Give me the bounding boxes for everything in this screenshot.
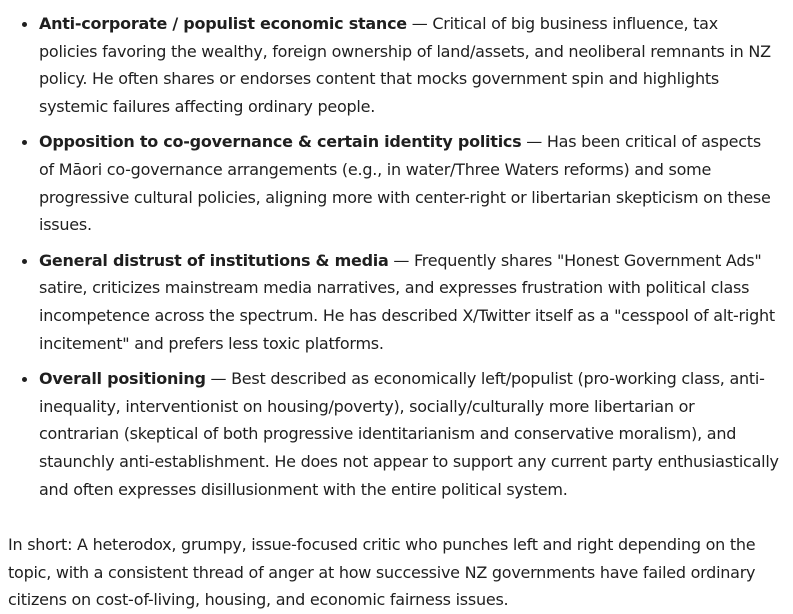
bullet-item-institutions-media (39, 247, 779, 357)
bullet-term: General distrust of institutions & media (39, 250, 389, 270)
bullet-description: — Frequently shares "Honest Government Ads" satire, criticizes mainstream media narratives, and expresses frustration with political class incompetence across the spectrum. He has described X/Twitter itself as a "cesspool of alt-right incitement" and prefers less toxic platforms. (39, 250, 775, 353)
bullet-item-overall-positioning (39, 365, 779, 503)
summary-paragraph: In short: A heterodox, grumpy, issue-focused critic who punches left and right depending on the topic, with a consistent thread of anger at how successive NZ governments have failed ordinary citizens on cost-of-living, housing, and economic fairness issues. (8, 535, 756, 610)
bullet-description: — Best described as economically left/populist (pro-working class, anti-inequality, interventionist on housing/poverty), socially/culturally more libertarian or contrarian (skeptical of both progressive identitarianism and conservative moralism), and staunchly anti-establishment. He does not appear to support any current party enthusiastically and often expresses disillusionment with the entire political system. (39, 369, 779, 499)
positions-bullet-list (8, 10, 779, 503)
bullet-description: — Has been critical of aspects of Māori co-governance arrangements (e.g., in water/Three Waters reforms) and some progressive cultural policies, aligning more with center-right or libertarian skepticism on these issues. (39, 132, 771, 235)
bullet-term: Anti-corporate / populist economic stance (39, 14, 407, 33)
bullet-item-economic-stance (39, 10, 779, 120)
bullet-description: — Critical of big business influence, tax policies favoring the wealthy, foreign ownership of land/assets, and neoliberal remnants in NZ policy. He often shares or endorses content that mocks government spin and highlights systemic failures affecting ordinary people. (39, 14, 771, 116)
bullet-term: Opposition to co-governance & certain identity politics (39, 132, 522, 152)
bullet-item-co-governance (39, 128, 779, 238)
bullet-term: Overall positioning (39, 369, 206, 389)
